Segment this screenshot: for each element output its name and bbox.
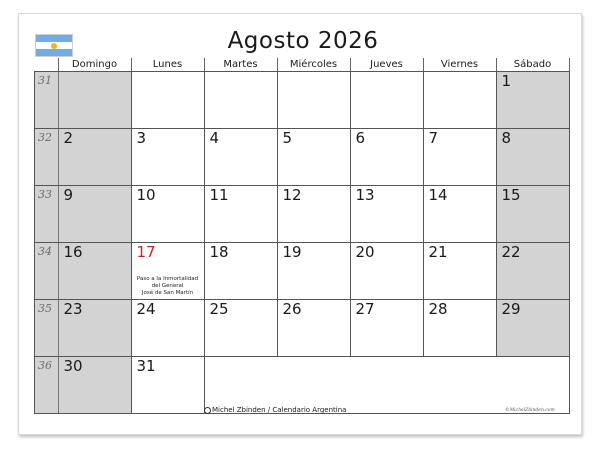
day-number: 14 xyxy=(428,186,448,204)
day-number: 31 xyxy=(136,357,156,375)
weekday-header-saturday: Sábado xyxy=(496,58,569,72)
day-cell xyxy=(423,300,496,357)
day-number: 20 xyxy=(355,243,375,261)
day-number: 7 xyxy=(428,129,439,147)
day-cell xyxy=(204,186,277,243)
day-cell xyxy=(350,72,423,129)
flag-stripe-bottom xyxy=(36,49,72,56)
day-cell xyxy=(423,186,496,243)
day-cell xyxy=(496,300,569,357)
day-cell xyxy=(58,300,131,357)
day-cell xyxy=(423,129,496,186)
day-number: 15 xyxy=(501,186,521,204)
day-number: 6 xyxy=(355,129,366,147)
day-number: 30 xyxy=(63,357,83,375)
calendar-title: Agosto 2026 xyxy=(227,28,379,54)
day-number: 22 xyxy=(501,243,521,261)
day-number: 4 xyxy=(209,129,220,147)
holiday-day-number: 17 xyxy=(136,243,156,261)
day-number: 9 xyxy=(63,186,74,204)
week-number: 31 xyxy=(38,74,52,87)
week-number-cell xyxy=(35,357,59,414)
day-number: 11 xyxy=(209,186,229,204)
day-cell xyxy=(131,357,204,414)
day-cell xyxy=(350,186,423,243)
day-cell xyxy=(204,129,277,186)
day-cell xyxy=(131,300,204,357)
day-cell xyxy=(58,357,131,414)
week-number-cell xyxy=(35,72,59,129)
day-cell xyxy=(350,243,423,300)
day-cell xyxy=(131,186,204,243)
day-cell xyxy=(350,300,423,357)
holiday-label-line: José de San Martín xyxy=(141,290,194,296)
holiday-label-line: del General xyxy=(151,283,184,289)
day-number: 16 xyxy=(63,243,83,261)
week-number: 35 xyxy=(38,302,52,315)
holiday-day-cell xyxy=(131,243,204,300)
day-cell xyxy=(423,72,496,129)
day-number: 10 xyxy=(136,186,156,204)
week-number: 32 xyxy=(38,131,52,144)
day-number: 2 xyxy=(63,129,74,147)
weekday-header-tuesday: Martes xyxy=(204,58,277,72)
day-cell xyxy=(277,72,350,129)
day-cell xyxy=(277,243,350,300)
weekday-header-monday: Lunes xyxy=(131,58,204,72)
argentina-flag-icon xyxy=(35,34,73,57)
day-number: 27 xyxy=(355,300,375,318)
day-number: 3 xyxy=(136,129,147,147)
day-cell xyxy=(204,300,277,357)
day-number: 28 xyxy=(428,300,448,318)
day-cell xyxy=(277,129,350,186)
week-row xyxy=(35,243,570,300)
day-number: 12 xyxy=(282,186,302,204)
day-cell xyxy=(58,243,131,300)
week-number-cell xyxy=(35,243,59,300)
day-cell xyxy=(496,243,569,300)
day-number: 13 xyxy=(355,186,375,204)
week-number-cell xyxy=(35,186,59,243)
week-row xyxy=(35,300,570,357)
footer-text: Michel Zbinden / Calendario Argentina xyxy=(212,406,347,414)
day-number: 21 xyxy=(428,243,448,261)
week-number-header xyxy=(35,58,59,72)
weekday-header-sunday: Domingo xyxy=(58,58,131,72)
day-number: 18 xyxy=(209,243,229,261)
day-number: 24 xyxy=(136,300,156,318)
holiday-label xyxy=(132,276,204,297)
day-cell xyxy=(131,72,204,129)
calendar-footer xyxy=(204,406,346,414)
day-cell xyxy=(496,129,569,186)
day-cell xyxy=(58,186,131,243)
day-cell xyxy=(496,72,569,129)
weekday-header-friday: Viernes xyxy=(423,58,496,72)
flag-stripe-top xyxy=(36,35,72,42)
day-number: 26 xyxy=(282,300,302,318)
week-row xyxy=(35,357,570,414)
day-cell xyxy=(131,129,204,186)
weekday-header-wednesday: Miércoles xyxy=(277,58,350,72)
day-number: 8 xyxy=(501,129,512,147)
day-number: 29 xyxy=(501,300,521,318)
flag-sun-icon xyxy=(51,43,57,49)
week-number: 36 xyxy=(38,359,52,372)
weekday-header-thursday: Jueves xyxy=(350,58,423,72)
week-row xyxy=(35,72,570,129)
day-cell xyxy=(350,129,423,186)
day-cell xyxy=(496,186,569,243)
day-cell xyxy=(277,186,350,243)
day-number: 23 xyxy=(63,300,83,318)
week-row xyxy=(35,186,570,243)
holiday-label-line: Paso a la Inmortalidad xyxy=(136,276,199,282)
day-cell xyxy=(204,72,277,129)
copyright-icon xyxy=(204,407,211,414)
day-number: 1 xyxy=(501,72,512,90)
weekday-header-row xyxy=(35,58,570,72)
day-number: 19 xyxy=(282,243,302,261)
calendar-grid xyxy=(34,58,570,414)
day-number: 25 xyxy=(209,300,229,318)
empty-trailing-cells xyxy=(204,357,569,414)
day-cell xyxy=(58,72,131,129)
week-number: 33 xyxy=(38,188,52,201)
day-cell xyxy=(423,243,496,300)
week-number-cell xyxy=(35,300,59,357)
week-row xyxy=(35,129,570,186)
site-watermark: ©MichelZbinden.com xyxy=(505,408,555,413)
week-number: 34 xyxy=(38,245,52,258)
day-cell xyxy=(277,300,350,357)
day-cell xyxy=(58,129,131,186)
day-cell xyxy=(204,243,277,300)
day-number: 5 xyxy=(282,129,293,147)
week-number-cell xyxy=(35,129,59,186)
